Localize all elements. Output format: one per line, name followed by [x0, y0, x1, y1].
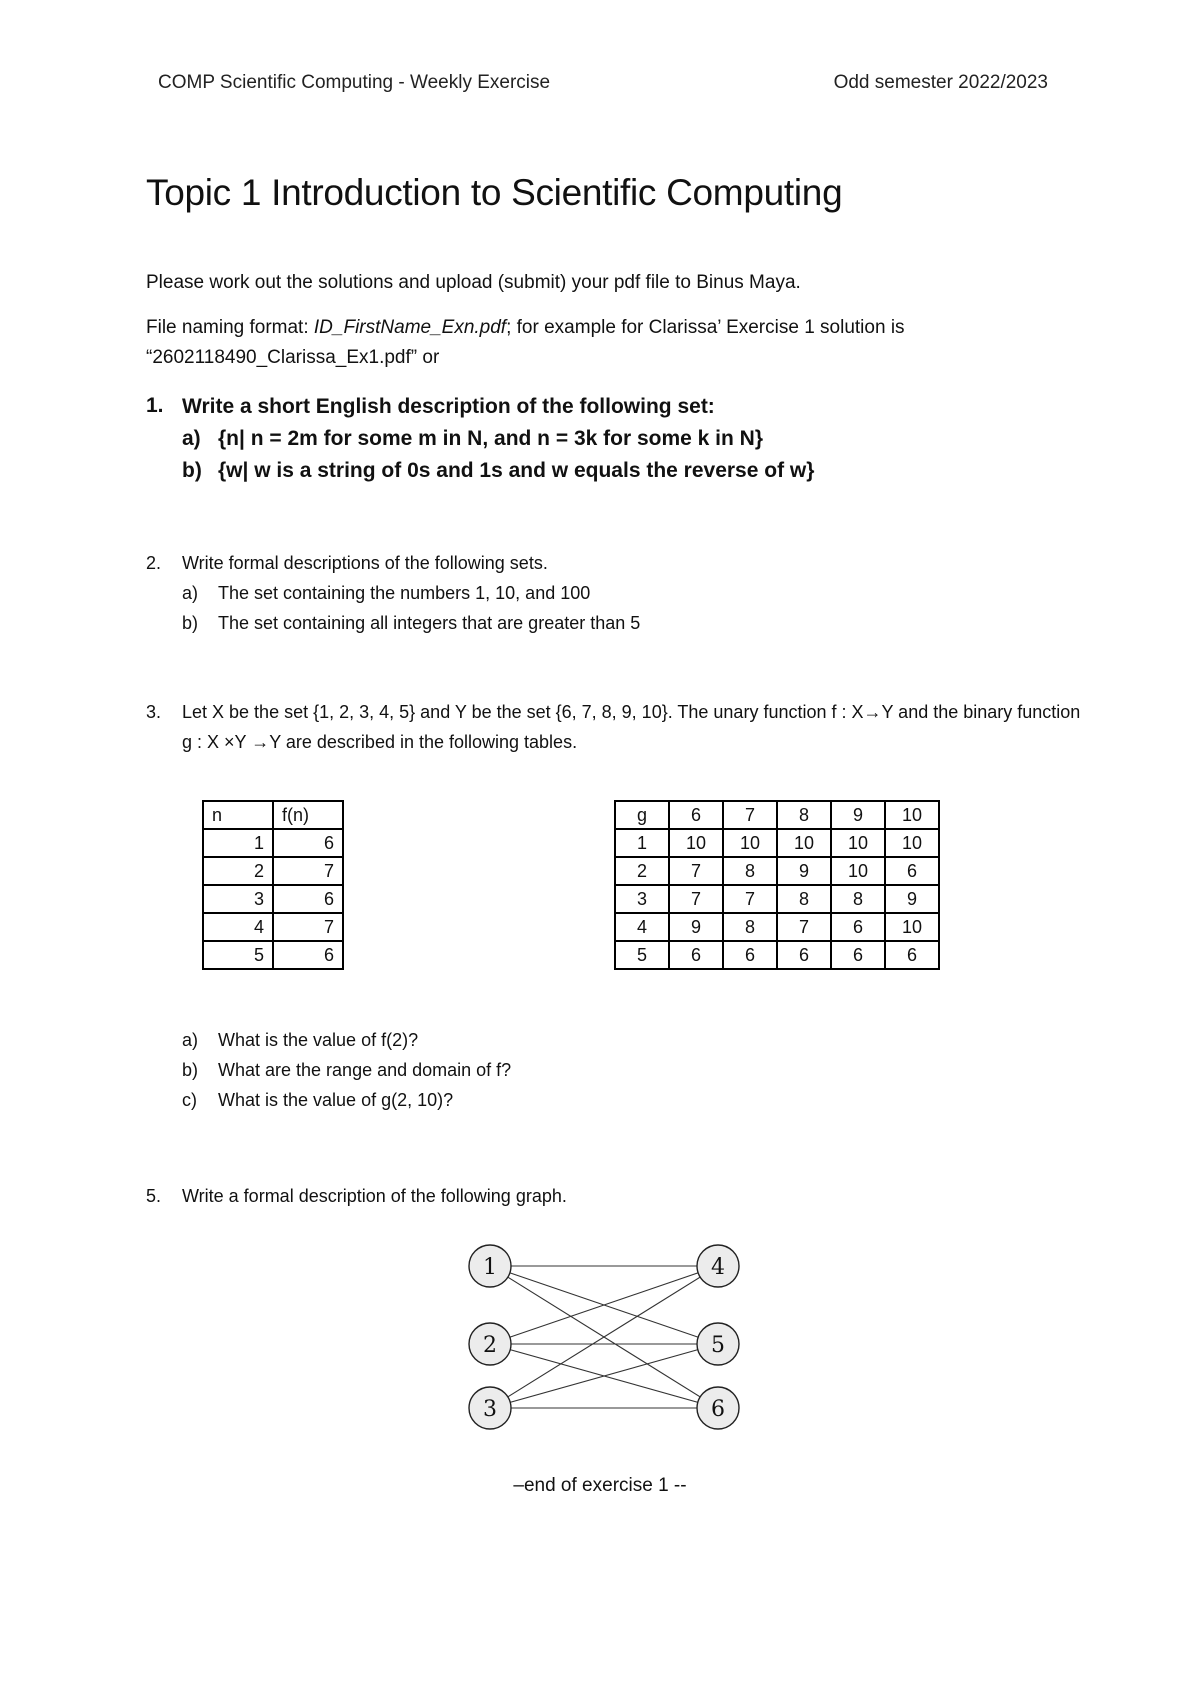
table-row: 2 7 8 9 10 6	[615, 857, 939, 885]
question-text: Write formal descriptions of the following sets.	[182, 553, 548, 573]
question-subitem: c) What is the value of g(2, 10)?	[182, 1090, 454, 1110]
table-header-row	[203, 801, 343, 829]
question-subitem: b) {w| w is a string of 0s and 1s and w equals the reverse of w}	[182, 459, 815, 482]
naming-prefix: File naming format:	[146, 317, 314, 338]
question-subitem: a) {n| n = 2m for some m in N, and n = 3k for some k in N}	[182, 427, 764, 450]
graph-node-label: 3	[483, 1397, 497, 1422]
instructions-text: Please work out the solutions and upload (submit) your pdf file to Binus Maya.	[146, 272, 801, 293]
graph-node-label: 6	[711, 1397, 725, 1422]
graph-node-5	[697, 1323, 739, 1365]
table-row: 3 7 7 8 8 9	[615, 885, 939, 913]
table-header-cell: f(n)	[273, 801, 343, 829]
function-f-table	[202, 800, 344, 970]
table-row: 3 6	[203, 885, 343, 913]
question-number: 1.	[146, 394, 164, 417]
table-row: 2 7	[203, 857, 343, 885]
table-row: 1 6	[203, 829, 343, 857]
graph-node-1	[469, 1245, 511, 1287]
question-subitem: a) What is the value of f(2)?	[182, 1030, 419, 1050]
graph-node-label: 4	[711, 1255, 725, 1280]
question-subitem: b) What are the range and domain of f?	[182, 1060, 512, 1080]
header-course: COMP Scientific Computing - Weekly Exercise	[158, 72, 551, 93]
question-text: Write a formal description of the following graph.	[182, 1186, 567, 1206]
graph-node-2	[469, 1323, 511, 1365]
header-semester: Odd semester 2022/2023	[833, 72, 1048, 93]
table-row: 4 9 8 7 6 10	[615, 913, 939, 941]
bipartite-graph	[460, 1230, 760, 1430]
question-number: 3.	[146, 702, 162, 722]
graph-node-4	[697, 1245, 739, 1287]
question-number: 5.	[146, 1186, 162, 1206]
question-text: Write a short English description of the following set:	[182, 395, 715, 418]
naming-example: “2602118490_Clarissa_Ex1.pdf” or	[146, 347, 440, 368]
table-header-row: g 6 7 8 9 10	[615, 801, 939, 829]
question-number: 2.	[146, 553, 162, 573]
end-of-exercise: –end of exercise 1 --	[513, 1475, 687, 1496]
table-row: 5 6 6 6 6 6	[615, 941, 939, 969]
table-header-cell: n	[203, 801, 273, 829]
graph-node-3	[469, 1387, 511, 1429]
naming-format: ID_FirstName_Exn.pdf	[313, 317, 507, 338]
graph-node-label: 1	[483, 1255, 497, 1280]
graph-node-6	[697, 1387, 739, 1429]
table-row: 1 10 10 10 10 10	[615, 829, 939, 857]
question-text: Let X be the set {1, 2, 3, 4, 5} and Y be the set {6, 7, 8, 9, 10}. The unary function f : X→Y and the binary function g : X ×Y →Y are described in the following tables.	[182, 702, 1081, 752]
table-row: 4 7	[203, 913, 343, 941]
file-naming-text	[146, 313, 1076, 373]
graph-node-label: 5	[711, 1333, 725, 1358]
naming-suffix: ; for example for Clarissa’ Exercise 1 solution is	[506, 317, 905, 338]
graph-node-label: 2	[483, 1333, 497, 1358]
function-g-table	[614, 800, 940, 970]
question-subitem: a) The set containing the numbers 1, 10, and 100	[182, 583, 591, 603]
question-subitem: b) The set containing all integers that are greater than 5	[182, 613, 641, 633]
table-row: 5 6	[203, 941, 343, 969]
page-title: Topic 1 Introduction to Scientific Computing	[146, 172, 843, 213]
